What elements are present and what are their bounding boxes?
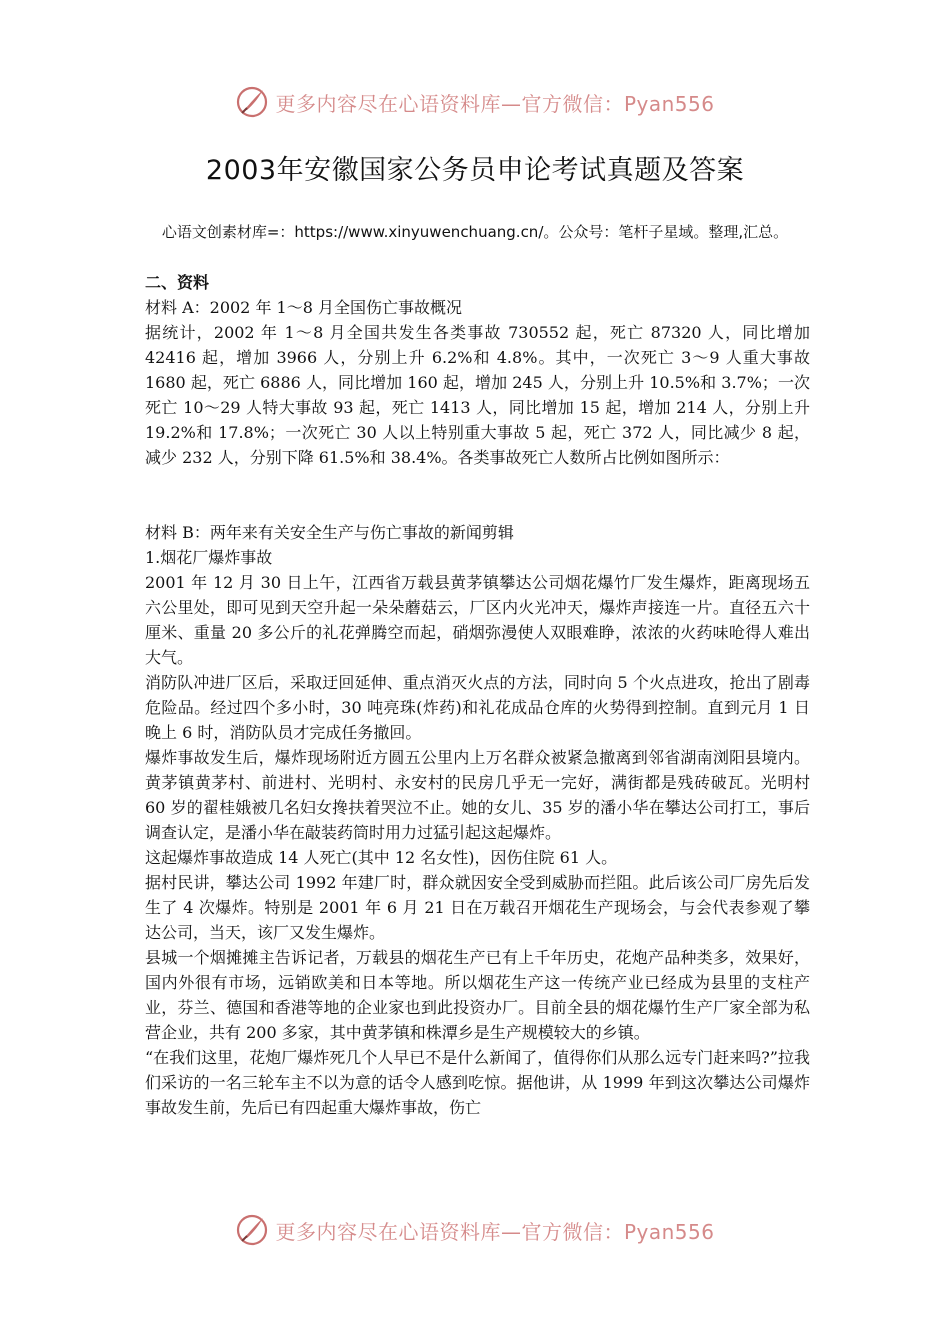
body-paragraph: 2001 年 12 月 30 日上午，江西省万载县黄茅镇攀达公司烟花爆竹厂发生爆炸，距离现场五六公里处，即可见到天空升起一朵朵蘑菇云，厂区内火光冲天，爆炸声接连一片。直径五六十厘米、重量 20 多公斤的礼花弹腾空而起，硝烟弥漫使人双眼难睁，浓浓的火药味呛得人难出大气。 [145,573,810,667]
body-paragraph: 县城一个烟摊摊主告诉记者，万载县的烟花生产已有上千年历史，花炮产品种类多，效果好，国内外很有市场，远销欧美和日本等地。所以烟花生产这一传统产业已经成为县里的支柱产业，芬兰、德国和香港等地的企业家也到此投资办厂。目前全县的烟花爆竹生产厂家全部为私营企业，共有 200 多家，其中黄茅镇和株潭乡是生产规模较大的乡镇。 [145,948,810,1042]
document-title: 2003年安徽国家公务员申论考试真题及答案 [205,155,745,186]
body-paragraph: “在我们这里，花炮厂爆炸死几个人早已不是什么新闻了，值得你们从那么远专门赶来吗?”拉我们采访的一名三轮车主不以为意的话令人感到吃惊。据他讲，从 1999 年到这次攀达公司爆炸事故发生前，先后已有四起重大爆炸事故，伤亡 [145,1048,810,1117]
header-banner [0,82,950,122]
source-note: 心语文创素材库=：https://www.xinyuwenchuang.cn/。公众号：笔杆子星域。整理,汇总。 [161,223,789,241]
footer-banner [0,1210,950,1250]
material-b-heading: 材料 B：两年来有关安全生产与伤亡事故的新闻剪辑 [145,523,514,542]
material-a-paragraph: 据统计，2002 年 1～8 月全国共发生各类事故 730552 起，死亡 87320 人，同比增加 42416 起，增加 3966 人，分别上升 6.2%和 4.8%。其中，一次死亡 3～9 人重大事故 1680 起，死亡 6886 人，同比增加 160 起，增加 245 人，分别上升 10.5%和 3.7%；一次死亡 10～29 人特大事故 93 起，死亡 1413 人，同比增加 15 起，增加 214 人，分别上升 19.2%和 17.8%；一次死亡 30 人以上特别重大事故 5 起，死亡 372 人，同比减少 8 起，减少 232 人，分别下降 61.5%和 38.4%。各类事故死亡人数所占比例如图所示： [145,323,810,467]
body-paragraph: 据村民讲，攀达公司 1992 年建厂时，群众就因安全受到威胁而拦阻。此后该公司厂房先后发生了 4 次爆炸。特别是 2001 年 6 月 21 日在万载召开烟花生产现场会，与会代表参观了攀达公司，当天，该厂又发生爆炸。 [145,873,810,942]
material-b-subheading: 1.烟花厂爆炸事故 [145,548,273,567]
body-paragraph: 消防队冲进厂区后，采取迂回延伸、重点消灭火点的方法，同时向 5 个火点进攻，抢出了剧毒危险品。经过四个多小时，30 吨亮珠(炸药)和礼花成品仓库的火势得到控制。直到元月 1 日晚上 6 时，消防队员才完成任务撤回。 [145,673,810,742]
figure-placeholder [145,470,810,520]
banner-text: 更多内容尽在心语资料库—官方微信：Pyan556 [275,91,715,116]
body-paragraph: 爆炸事故发生后，爆炸现场附近方圆五公里内上万名群众被紧急撤离到邻省湖南浏阳县境内。黄茅镇黄茅村、前进村、光明村、永安村的民房几乎无一完好，满街都是残砖破瓦。光明村 60 岁的翟桂娥被几名妇女搀扶着哭泣不止。她的女儿、35 岁的潘小华在攀达公司打工，事后调查认定，是潘小华在敲装药筒时用力过猛引起这起爆炸。 [145,748,810,842]
section-heading: 二、资料 [145,273,210,292]
quill-logo-icon [235,85,269,119]
material-a-heading: 材料 A：2002 年 1～8 月全国伤亡事故概况 [145,298,462,317]
quill-logo-icon [235,1213,269,1247]
document-body [145,270,810,1120]
body-paragraph: 这起爆炸事故造成 14 人死亡(其中 12 名女性)，因伤住院 61 人。 [145,848,618,867]
banner-text: 更多内容尽在心语资料库—官方微信：Pyan556 [275,1219,715,1244]
